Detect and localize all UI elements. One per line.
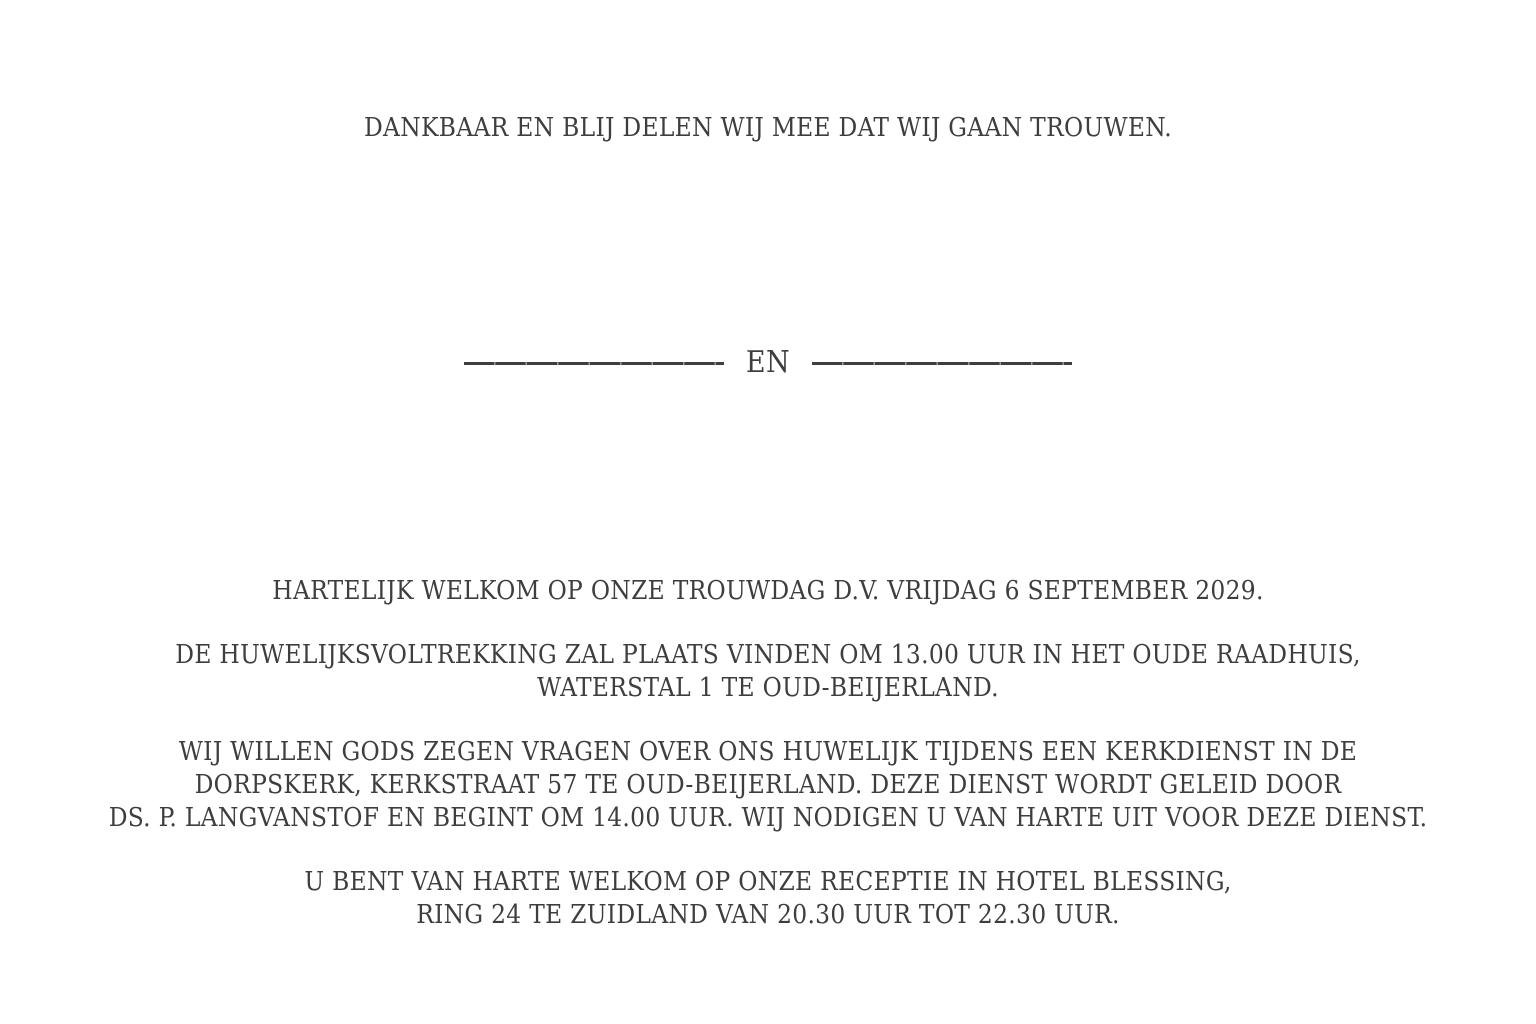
text-line: DS. P. LANGVANSTOF EN BEGINT OM 14.00 UUR. WIJ NODIGEN U VAN HARTE UIT VOOR DEZE DIENST. [108,803,1428,833]
text-line: U BENT VAN HARTE WELKOM OP ONZE RECEPTIE IN HOTEL BLESSING, [304,867,1232,897]
ceremony-paragraph [0,639,1536,705]
text-line: WATERSTAL 1 TE OUD-BEIJERLAND. [537,673,999,703]
details-section [0,575,1536,963]
church-service-paragraph [0,736,1536,835]
reception-paragraph [0,866,1536,932]
names-divider [0,340,1536,386]
text-line: DE HUWELIJKSVOLTREKKING ZAL PLAATS VINDEN OM 13.00 UUR IN HET OUDE RAADHUIS, [175,640,1361,670]
text-line: RING 24 TE ZUIDLAND VAN 20.30 UUR TOT 22.30 UUR. [416,900,1120,930]
divider-label: EN [745,345,791,380]
announcement-line: DANKBAAR EN BLIJ DELEN WIJ MEE DAT WIJ GAAN TROUWEN. [363,113,1173,143]
divider-line-right [812,362,1072,365]
welcome-paragraph [0,575,1536,608]
text-line: DORPSKERK, KERKSTRAAT 57 TE OUD-BEIJERLAND. DEZE DIENST WORDT GELEID DOOR [194,770,1342,800]
text-line: HARTELIJK WELKOM OP ONZE TROUWDAG D.V. VRIJDAG 6 SEPTEMBER 2029. [272,576,1264,606]
text-line: WIJ WILLEN GODS ZEGEN VRAGEN OVER ONS HUWELIJK TIJDENS EEN KERKDIENST IN DE [178,737,1358,767]
divider-line-left [464,362,724,365]
